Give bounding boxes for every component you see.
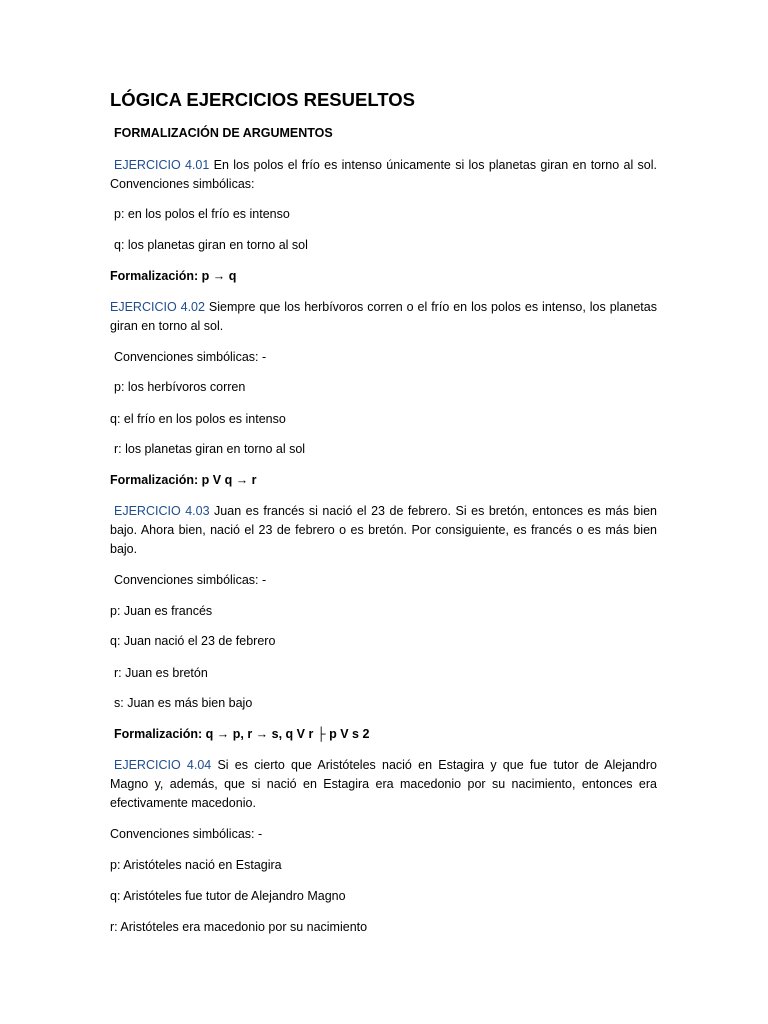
page-title: LÓGICA EJERCICIOS RESUELTOS [110, 89, 415, 110]
exercise-4-04-label: EJERCICIO 4.04 [114, 758, 212, 772]
ex4-convention-r: r: Aristóteles era macedonio por su nacimiento [110, 920, 368, 934]
ex2-convention-r: r: los planetas giran en torno al sol [114, 442, 306, 456]
exercise-4-01-statement [110, 156, 657, 194]
exercise-4-04-statement [110, 756, 657, 813]
ex1-formalization: Formalización: p → q [110, 269, 237, 283]
section-subtitle: FORMALIZACIÓN DE ARGUMENTOS [114, 126, 333, 140]
exercise-4-03-text: Juan es francés si nació el 23 de febrero. Si es bretón, entonces es más bien bajo. Ahora bien, nació el 23 de febrero o es bretón. Por consiguiente, es francés o es más bien bajo. [110, 504, 657, 556]
ex3-convention-q: q: Juan nació el 23 de febrero [110, 634, 276, 648]
exercise-4-04-text: Si es cierto que Aristóteles nació en Estagira y que fue tutor de Alejandro Magno y, además, que si nació en Estagira era macedonio por su nacimiento, entonces era efectivamente macedonio. [110, 758, 657, 810]
ex2-convention-q: q: el frío en los polos es intenso [110, 412, 286, 426]
ex4-convention-p: p: Aristóteles nació en Estagira [110, 858, 282, 872]
exercise-4-02-text: Siempre que los herbívoros corren o el frío en los polos es intenso, los planetas giran en torno al sol. [110, 300, 657, 333]
ex3-formalization: Formalización: q → p, r → s, q V r ├ p V s 2 [114, 727, 370, 741]
ex2-conventions-heading: Convenciones simbólicas: - [114, 350, 267, 364]
ex1-convention-q: q: los planetas giran en torno al sol [114, 238, 308, 252]
ex4-conventions-heading: Convenciones simbólicas: - [110, 827, 263, 841]
exercise-4-01-label: EJERCICIO 4.01 [114, 158, 210, 172]
ex1-convention-p: p: en los polos el frío es intenso [114, 207, 290, 221]
ex2-convention-p: p: los herbívoros corren [114, 380, 246, 394]
ex4-convention-q: q: Aristóteles fue tutor de Alejandro Magno [110, 889, 346, 903]
ex3-convention-s: s: Juan es más bien bajo [114, 696, 253, 710]
exercise-4-01-text: En los polos el frío es intenso únicamente si los planetas giran en torno al sol. Convenciones simbólicas: [110, 158, 658, 191]
ex3-conventions-heading: Convenciones simbólicas: - [114, 573, 267, 587]
exercise-4-02-label: EJERCICIO 4.02 [110, 300, 205, 314]
ex3-convention-r: r: Juan es bretón [114, 666, 208, 680]
ex2-formalization: Formalización: p V q → r [110, 473, 257, 487]
exercise-4-02-statement [110, 298, 657, 336]
ex3-convention-p: p: Juan es francés [110, 604, 213, 618]
exercise-4-03-statement [110, 502, 657, 559]
exercise-4-03-label: EJERCICIO 4.03 [114, 504, 210, 518]
